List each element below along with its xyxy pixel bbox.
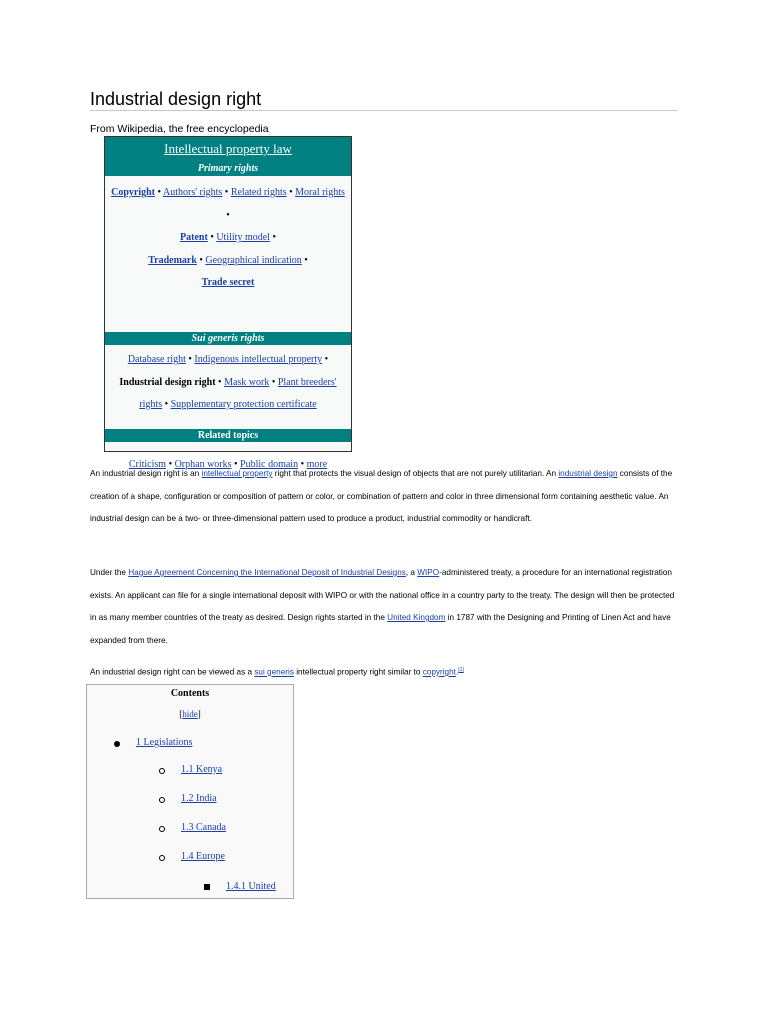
toc-bullet-circle <box>159 768 165 774</box>
link-moral-rights[interactable]: Moral rights <box>295 187 345 198</box>
toc-bullet-circle <box>159 855 165 861</box>
page-title: Industrial design right <box>90 89 262 109</box>
infobox-header <box>105 137 351 176</box>
link-copyright-body[interactable]: copyright <box>422 667 456 677</box>
reference-1[interactable]: [1] <box>458 667 464 673</box>
toc-item-canada[interactable]: 1.3 Canada <box>181 822 226 833</box>
link-related-rights[interactable]: Related rights <box>230 187 287 198</box>
link-public-domain[interactable]: Public domain <box>240 459 299 470</box>
infobox-title[interactable]: Intellectual property law <box>164 141 292 156</box>
link-copyright[interactable]: Copyright <box>111 187 156 198</box>
link-sui-generis[interactable]: sui generis <box>254 667 294 677</box>
toc-item-kenya[interactable]: 1.1 Kenya <box>181 764 223 775</box>
link-database-right[interactable]: Database right <box>127 354 186 365</box>
toc-bullet-disc <box>114 741 120 747</box>
toc-hide-link[interactable]: hide <box>182 709 198 719</box>
link-supplementary-protection-certificate[interactable]: Supplementary protection certificate <box>170 399 317 410</box>
link-authors-rights[interactable]: Authors' rights <box>162 187 223 198</box>
link-mask-work[interactable]: Mask work <box>224 376 270 388</box>
link-united-kingdom[interactable]: United Kingdom <box>387 613 446 622</box>
toc-item-legislations[interactable]: 1 Legislations <box>136 737 193 748</box>
toc-bullet-circle <box>159 826 165 832</box>
title-divider <box>90 110 678 111</box>
link-indigenous-ip[interactable]: Indigenous intellectual property <box>194 354 323 365</box>
table-of-contents <box>86 684 294 899</box>
link-plant-breeders-rights[interactable]: Plant breeders' rights <box>139 376 337 410</box>
infobox-primary-heading: Primary rights <box>197 163 259 174</box>
link-trademark[interactable]: Trademark <box>148 254 197 266</box>
infobox-sui-heading: Sui generis rights <box>105 332 351 345</box>
infobox-intellectual-property <box>104 136 352 470</box>
toc-item-india[interactable]: 1.2 India <box>181 793 217 804</box>
paragraph-intro: An industrial design right is an intellectual property right that protects the visual design of objects that are not purely utilitarian. An industrial design consists of the creation of a shape, configuration or composition of pattern or color, or combination of pattern and color in three dimensional form containing aesthetic value. An industrial design can be a two- or three-dimensional pattern used to produce a product, industrial commodity or handicraft. <box>90 469 673 523</box>
tagline: From Wikipedia, the free encyclopedia <box>90 123 269 135</box>
paragraph-sui-generis: An industrial design right can be viewed as a sui generis intellectual property right similar to copyright.[1] <box>90 667 464 677</box>
toc-item-europe[interactable]: 1.4 Europe <box>181 851 225 862</box>
link-hague-agreement[interactable]: Hague Agreement Concerning the International Deposit of Industrial Designs <box>128 568 406 577</box>
link-utility-model[interactable]: Utility model <box>216 232 270 243</box>
toc-title: Contents <box>170 688 210 699</box>
link-trade-secret[interactable]: Trade secret <box>201 277 255 288</box>
link-orphan-works[interactable]: Orphan works <box>174 459 232 470</box>
toc-bullet-circle <box>159 797 165 803</box>
toc-item-united[interactable]: 1.4.1 United <box>226 881 276 892</box>
infobox-related-heading: Related topics <box>105 429 351 442</box>
link-criticism[interactable]: Criticism <box>128 459 167 470</box>
link-patent[interactable]: Patent <box>180 232 208 243</box>
link-intellectual-property[interactable]: intellectual property <box>201 469 273 478</box>
link-geographical-indication[interactable]: Geographical indication <box>205 254 302 266</box>
link-industrial-design[interactable]: industrial design <box>558 469 618 478</box>
infobox-related-topics: Criticism • Orphan works • Public domain • more <box>128 459 328 470</box>
link-wipo[interactable]: WIPO <box>417 568 440 577</box>
paragraph-hague: Under the Hague Agreement Concerning the International Deposit of Industrial Designs, a WIPO-administered treaty, a procedure for an international registration exists. An applicant can file for a single international deposit with WIPO or with the national office in a country party to the treaty. The design will then be protected in as many member countries of the treaty as desired. Design rights started in the United Kingdom in 1787 with the Designing and Printing of Linen Act and have expanded from there. <box>90 568 675 645</box>
infobox-primary-rights: Copyright • Authors' rights • Related rights • Moral rights • Patent • Utility model • Trademark • Geographical indication • Trade secret <box>111 187 345 288</box>
toc-hide-toggle: [hide] <box>179 709 201 719</box>
current-industrial-design-right: Industrial design right <box>119 376 216 388</box>
infobox-sui-rights: Database right • Indigenous intellectual property • Industrial design right • Mask work • Plant breeders' rights • Supplementary protection certificate <box>119 354 337 410</box>
link-more[interactable]: more <box>306 459 328 470</box>
toc-bullet-square <box>204 884 210 890</box>
